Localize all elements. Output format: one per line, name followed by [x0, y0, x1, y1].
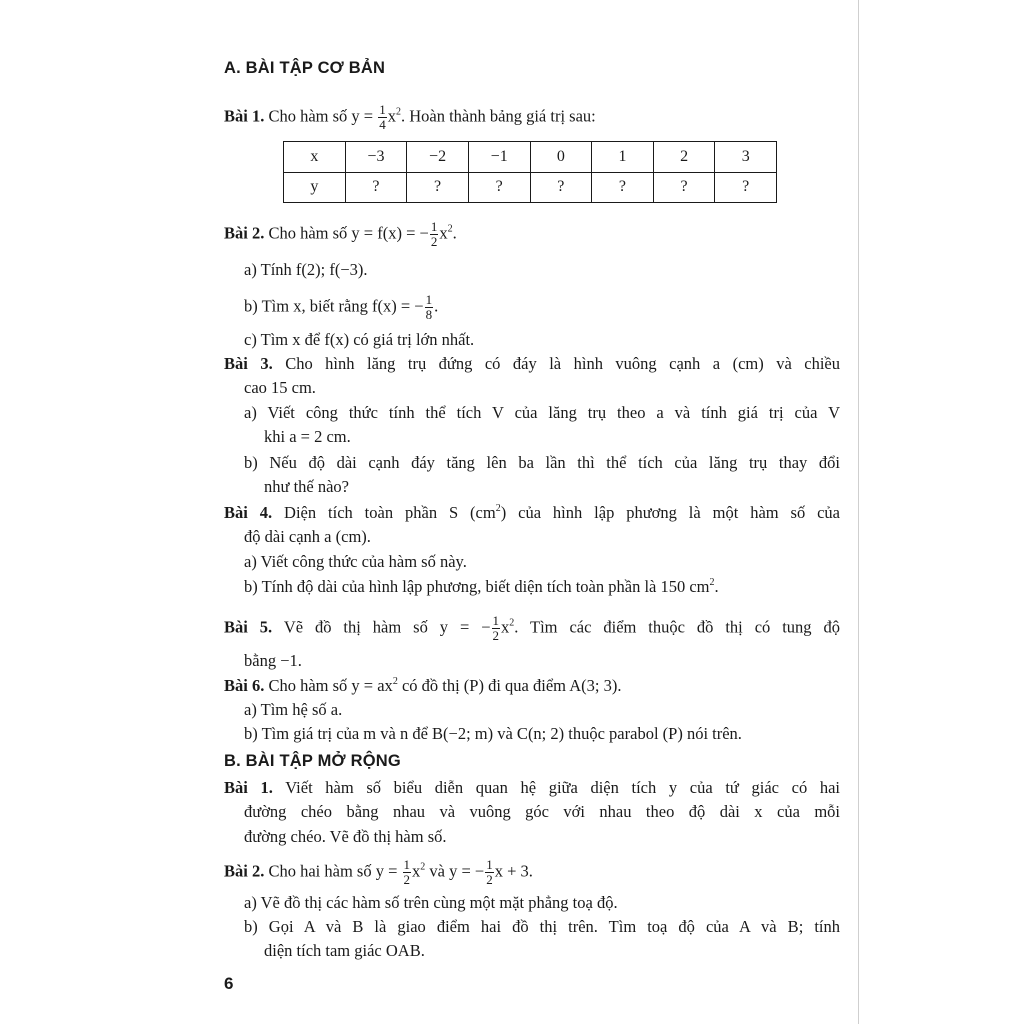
table-row-x	[284, 142, 777, 173]
a4-part-b: b) Tính độ dài của hình lập phương, biết diện tích toàn phần là 150 $cm^2$.	[244, 577, 719, 596]
b2-part-b-line1: b) Gọi A và B là giao điểm hai đồ thị trên. Tìm toạ độ của A và B; tính	[244, 917, 840, 936]
table-cell: ?	[530, 172, 592, 203]
b2-statement: Bài 2. Cho hai hàm số y = $\frac{1}{2}$ $x^2$ và y = − $\frac{1}{2}$ x + 3.	[224, 857, 533, 887]
a3-text: Cho hình lăng trụ đứng có đáy là hình vuông cạnh a (cm) và chiều	[285, 354, 840, 373]
a2-statement: Bài 2. Cho hàm số y = f(x) = − $\frac{1}{2}$ $x^2$.	[224, 219, 457, 249]
a5-line2: bằng −1.	[244, 651, 302, 670]
table-cell: ?	[653, 172, 715, 203]
table-cell: −1	[468, 142, 530, 173]
a2-b-fraction: $\frac{1}{8}$	[425, 292, 433, 322]
a5-fraction: $\frac{1}{2}$	[492, 613, 499, 643]
a3-part-b-line2: như thế nào?	[264, 477, 349, 496]
table-header-x: x	[284, 142, 346, 173]
table-cell: −3	[345, 142, 407, 173]
a5-label: Bài 5.	[224, 617, 273, 637]
b2-part-a: a) Vẽ đồ thị các hàm số trên cùng một mặt phẳng toạ độ.	[244, 893, 618, 912]
b2-label: Bài 2.	[224, 861, 265, 881]
table-cell: ?	[345, 172, 407, 203]
b1-line1: Bài 1. Viết hàm số biểu diễn quan hệ giữa diện tích y của tứ giác có hai	[224, 778, 841, 797]
a1-post: . Hoàn thành bảng giá trị sau:	[400, 106, 596, 126]
a1-label: Bài 1.	[224, 106, 265, 126]
a5-line1: Bài 5. Vẽ đồ thị hàm số y = − $\frac{1}{2}$ $x^2$. Tìm các điểm thuộc đồ thị có tung độ	[224, 613, 840, 643]
table-cell: ?	[407, 172, 469, 203]
a3-label: Bài 3.	[224, 354, 273, 373]
a4-label: Bài 4.	[224, 503, 273, 522]
a2-b-pre: b) Tìm x, biết rằng f(x) = −	[244, 296, 424, 316]
table-cell: ?	[468, 172, 530, 203]
a2-part-a: a) Tính f(2); f(−3).	[244, 260, 368, 279]
table-cell: 3	[715, 142, 777, 173]
section-a-title: A. BÀI TẬP CƠ BẢN	[224, 59, 386, 77]
table-cell: 1	[592, 142, 654, 173]
a1-pre: Cho hàm số y =	[268, 106, 374, 126]
a4-line2: độ dài cạnh a (cm).	[244, 527, 371, 546]
a2-label: Bài 2.	[224, 223, 265, 243]
table-cell: 2	[653, 142, 715, 173]
b1-line3: đường chéo. Vẽ đồ thị hàm số.	[244, 827, 447, 846]
a6-part-b: b) Tìm giá trị của m và n để B(−2; m) và C(n; 2) thuộc parabol (P) nói trên.	[244, 724, 742, 743]
a3-part-b-line1: b) Nếu độ dài cạnh đáy tăng lên ba lần thì thể tích của lăng trụ thay đổi	[244, 453, 840, 472]
a4-line1: Bài 4. Diện tích toàn phần S $(cm^2)$ của hình lập phương là một hàm số của	[224, 503, 840, 522]
a4-part-a: a) Viết công thức của hàm số này.	[244, 552, 467, 571]
table-cell: −2	[407, 142, 469, 173]
page-number: 6	[224, 974, 234, 993]
table-cell: 0	[530, 142, 592, 173]
a2-fraction: $\frac{1}{2}$	[430, 219, 438, 249]
a2-part-c: c) Tìm x để f(x) có giá trị lớn nhất.	[244, 330, 475, 349]
a1-fraction: $\frac{1}{4}$	[379, 102, 386, 132]
a3-line1	[224, 354, 840, 374]
b1-label: Bài 1.	[224, 778, 273, 797]
b2-part-b-line2: diện tích tam giác OAB.	[264, 941, 425, 960]
a6-part-a: a) Tìm hệ số a.	[244, 700, 343, 719]
table-cell: ?	[715, 172, 777, 203]
a6-label: Bài 6.	[224, 676, 265, 695]
a2-pre: Cho hàm số y = f(x) = −	[268, 223, 429, 243]
section-b-title: B. BÀI TẬP MỞ RỘNG	[224, 752, 401, 770]
b2-fraction-1: $\frac{1}{2}$	[403, 857, 411, 887]
table-row-y	[284, 172, 777, 203]
b1-line2: đường chéo bằng nhau và vuông góc với nhau theo độ dài x của mỗi	[244, 802, 840, 821]
table-header-y: y	[284, 172, 346, 203]
a6-statement: Bài 6. Cho hàm số $y = ax^2$ có đồ thị (P) đi qua điểm A(3; 3).	[224, 676, 622, 695]
a3-line2: cao 15 cm.	[244, 378, 316, 397]
page-edge	[858, 0, 859, 1024]
a2-part-b: b) Tìm x, biết rằng f(x) = − $\frac{1}{8}$ .	[244, 292, 439, 322]
a3-part-a-line2: khi a = 2 cm.	[264, 427, 351, 446]
table-cell: ?	[592, 172, 654, 203]
a1-statement: Bài 1. Cho hàm số y = $\frac{1}{4}$ $x^2$. Hoàn thành bảng giá trị sau:	[224, 102, 596, 132]
a3-part-a-line1: a) Viết công thức tính thể tích V của lăng trụ theo a và tính giá trị của V	[244, 403, 840, 422]
value-table	[283, 141, 777, 203]
b2-fraction-2: $\frac{1}{2}$	[486, 857, 493, 887]
